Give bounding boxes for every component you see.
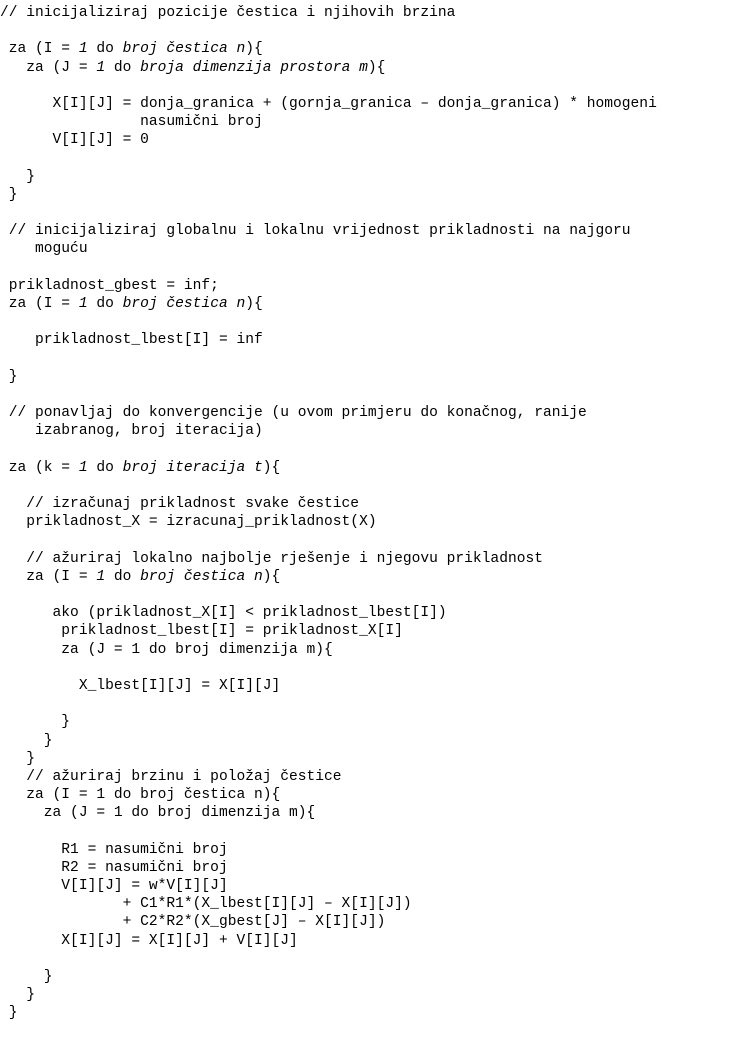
code-text: X[I][J] = X[I][J] + V[I][J] xyxy=(0,932,298,949)
code-text: za (J = 1 do broj dimenzija m){ xyxy=(0,805,316,822)
code-text: prikladnost_lbest[I] = prikladnost_X[I] xyxy=(0,623,403,640)
code-line xyxy=(0,4,744,22)
code-text: ){ xyxy=(262,459,281,476)
code-text: // inicijaliziraj pozicije čestica i njihovih brzina xyxy=(0,5,456,21)
code-text: do xyxy=(87,296,123,312)
code-text: ){ xyxy=(245,41,263,58)
code-line xyxy=(0,277,744,295)
code-line xyxy=(0,422,744,440)
code-line xyxy=(0,313,744,331)
code-line xyxy=(0,768,744,786)
code-line xyxy=(0,622,744,640)
code-line xyxy=(0,713,744,731)
code-line xyxy=(0,750,744,768)
code-line xyxy=(0,368,744,386)
code-text: za (J = 1 do broj dimenzija m){ xyxy=(0,641,333,658)
code-text: // ažuriraj lokalno najbolje rješenje i njegovu prikladnost xyxy=(0,550,543,567)
code-line xyxy=(0,77,744,95)
code-text: V[I][J] = w*V[I][J] xyxy=(0,878,228,894)
code-text: // izračunaj prikladnost svake čestice xyxy=(0,496,360,513)
code-text: nasumični broj xyxy=(0,114,263,131)
code-italic-text: 1 xyxy=(78,41,88,58)
code-italic-text: broja dimenzija prostora m xyxy=(140,59,368,76)
code-line xyxy=(0,877,744,895)
pseudocode-block xyxy=(0,4,744,1023)
code-line xyxy=(0,204,744,222)
code-text: // ažuriraj brzinu i položaj čestice xyxy=(0,768,342,785)
code-text: za (I = xyxy=(0,568,97,585)
code-text: do xyxy=(105,59,141,76)
code-line xyxy=(0,986,744,1004)
code-text: } xyxy=(0,714,71,731)
code-text: R2 = nasumični broj xyxy=(0,859,228,876)
code-italic-text: broj čestica n xyxy=(122,296,246,312)
code-line xyxy=(0,804,744,822)
code-line xyxy=(0,95,744,113)
code-text: X[I][J] = donja_granica + (gornja_granica – donja_granica) * homogeni xyxy=(0,95,657,112)
code-line xyxy=(0,841,744,859)
code-line xyxy=(0,240,744,258)
code-line xyxy=(0,786,744,804)
code-line xyxy=(0,186,744,204)
code-line xyxy=(0,932,744,950)
code-text: } xyxy=(0,750,36,767)
code-line xyxy=(0,604,744,622)
code-text: za (k = xyxy=(0,459,79,476)
code-italic-text: broj iteracija t xyxy=(122,459,263,476)
code-text: za (I = xyxy=(0,296,79,312)
code-line xyxy=(0,295,744,313)
code-text: prikladnost_X = izracunaj_prikladnost(X) xyxy=(0,514,377,531)
code-italic-text: broj čestica n xyxy=(122,41,246,58)
code-line xyxy=(0,477,744,495)
code-line xyxy=(0,950,744,968)
code-text: ){ xyxy=(245,296,263,312)
code-line xyxy=(0,695,744,713)
code-text: ){ xyxy=(367,59,386,76)
code-text: V[I][J] = 0 xyxy=(0,132,149,149)
code-line xyxy=(0,859,744,877)
code-line xyxy=(0,531,744,549)
code-text: za (I = xyxy=(0,41,79,58)
code-line xyxy=(0,386,744,404)
code-line xyxy=(0,131,744,149)
code-text: izabranog, broj iteracija) xyxy=(0,423,263,440)
code-text: prikladnost_gbest = inf; xyxy=(0,277,219,294)
code-line xyxy=(0,40,744,58)
code-line xyxy=(0,222,744,240)
code-line xyxy=(0,913,744,931)
code-text: do xyxy=(105,568,141,585)
code-line xyxy=(0,59,744,77)
code-text: prikladnost_lbest[I] = inf xyxy=(0,332,263,349)
code-line xyxy=(0,968,744,986)
code-italic-text: 1 xyxy=(78,296,88,312)
code-text: } xyxy=(0,368,18,385)
code-line xyxy=(0,168,744,186)
code-text: // inicijaliziraj globalnu i lokalnu vrijednost prikladnosti na najgoru xyxy=(0,223,631,240)
code-line xyxy=(0,350,744,368)
code-text: + C1*R1*(X_lbest[I][J] – X[I][J]) xyxy=(0,896,412,913)
code-text: } xyxy=(0,1005,18,1022)
code-text: moguću xyxy=(0,241,88,258)
code-text: } xyxy=(0,987,36,1004)
code-text: za (I = 1 do broj čestica n){ xyxy=(0,787,281,804)
code-line xyxy=(0,822,744,840)
code-line xyxy=(0,441,744,459)
code-line xyxy=(0,150,744,168)
code-text: + C2*R2*(X_gbest[J] – X[I][J]) xyxy=(0,914,386,931)
code-line xyxy=(0,404,744,422)
code-line xyxy=(0,495,744,513)
code-text: R1 = nasumični broj xyxy=(0,841,228,858)
code-line xyxy=(0,459,744,477)
code-text: za (J = xyxy=(0,59,97,76)
code-italic-text: broj čestica n xyxy=(140,568,263,585)
code-text: ako (prikladnost_X[I] < prikladnost_lbest[I]) xyxy=(0,605,447,622)
code-line xyxy=(0,568,744,586)
code-text: } xyxy=(0,186,18,203)
code-line xyxy=(0,113,744,131)
code-line xyxy=(0,22,744,40)
code-line xyxy=(0,677,744,695)
code-line xyxy=(0,641,744,659)
code-line xyxy=(0,586,744,604)
code-line xyxy=(0,550,744,568)
code-text: ){ xyxy=(262,568,281,585)
code-line xyxy=(0,331,744,349)
code-line xyxy=(0,732,744,750)
code-italic-text: 1 xyxy=(96,568,106,585)
code-text: X_lbest[I][J] = X[I][J] xyxy=(0,677,281,694)
code-italic-text: 1 xyxy=(96,59,106,76)
code-text: } xyxy=(0,968,53,985)
code-line xyxy=(0,1004,744,1022)
code-line xyxy=(0,659,744,677)
code-italic-text: 1 xyxy=(78,459,88,476)
code-text: // ponavljaj do konvergencije (u ovom primjeru do konačnog, ranije xyxy=(0,405,587,422)
code-text: } xyxy=(0,168,36,185)
code-line xyxy=(0,513,744,531)
code-text: do xyxy=(87,41,123,58)
code-line xyxy=(0,895,744,913)
code-text: } xyxy=(0,732,53,749)
code-line xyxy=(0,259,744,277)
code-text: do xyxy=(87,459,123,476)
